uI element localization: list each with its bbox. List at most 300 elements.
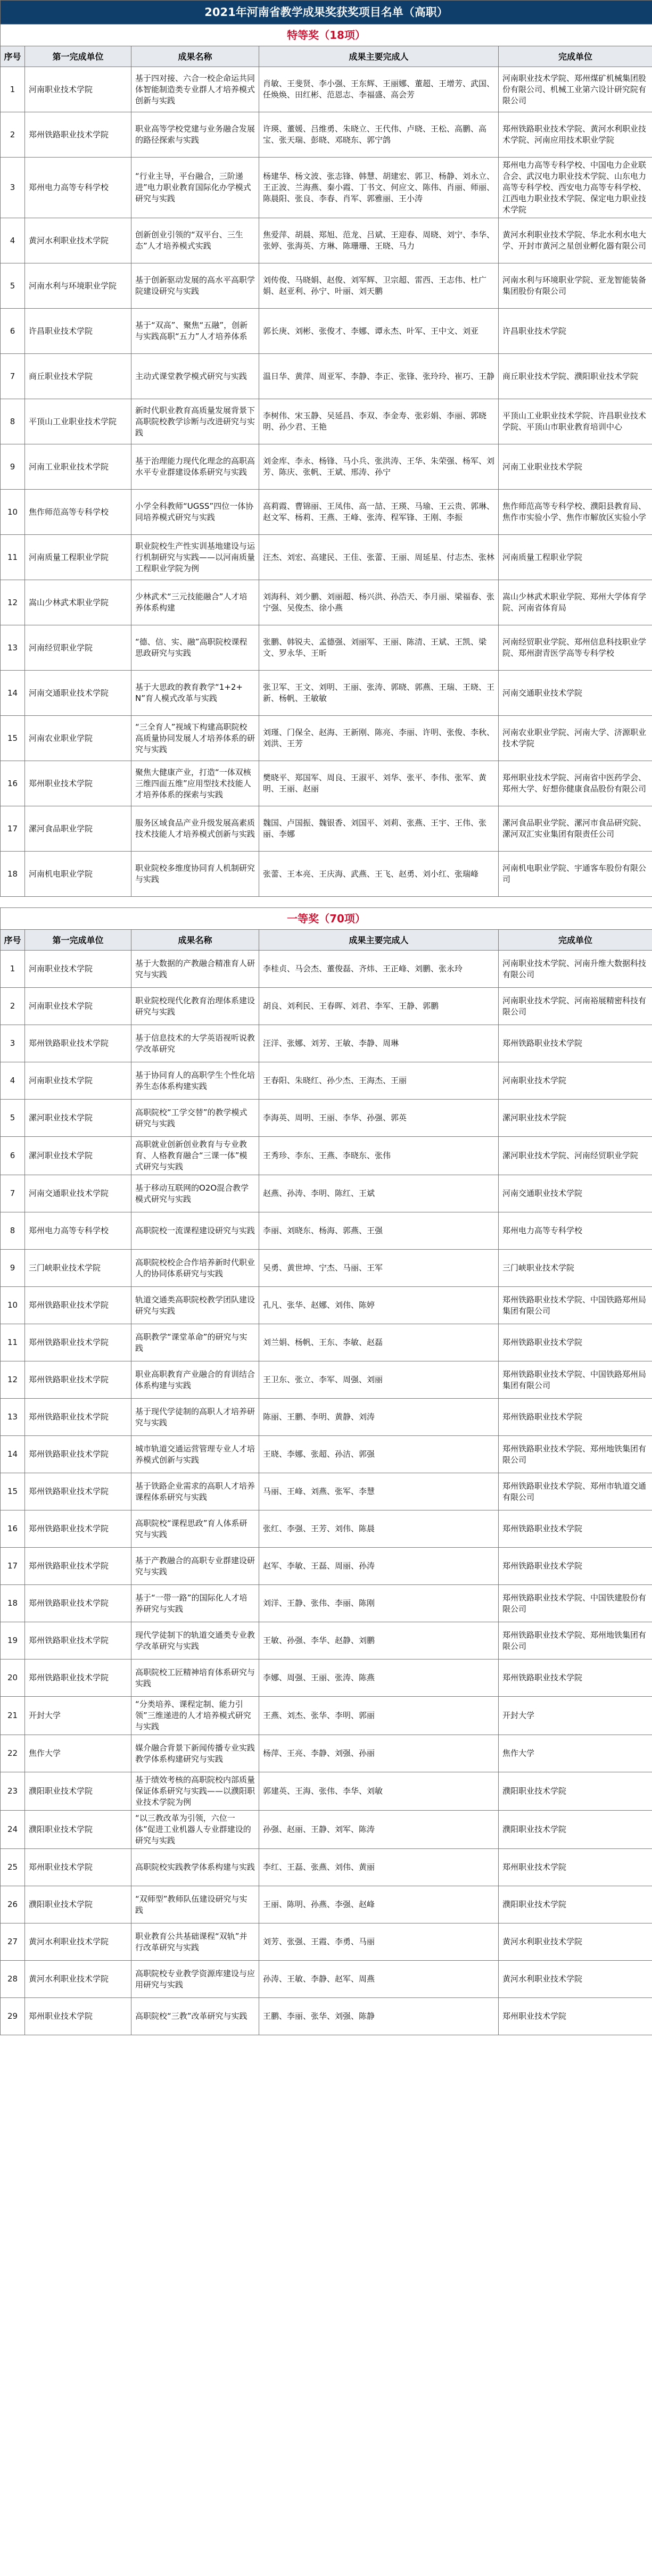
completing-units-cell: 商丘职业技术学院、濮阳职业技术学院 [499, 354, 652, 399]
first-unit-cell: 许昌职业技术学院 [25, 309, 131, 354]
achievement-name-cell: 基于移动互联网的O2O混合教学模式研究与实践 [131, 1175, 259, 1212]
row-number: 13 [1, 625, 25, 671]
column-header: 成果主要完成人 [259, 930, 499, 951]
achievement-name-cell: 职业教育公共基础课程“双轨”并行改革研究与实践 [131, 1923, 259, 1961]
first-unit-cell: 濮阳职业技术学院 [25, 1811, 131, 1849]
first-unit-cell: 郑州电力高等专科学校 [25, 158, 131, 218]
first-unit-cell: 三门峡职业技术学院 [25, 1250, 131, 1287]
column-header: 完成单位 [499, 46, 652, 67]
first-unit-cell: 郑州电力高等专科学校 [25, 1212, 131, 1250]
table-row [1, 158, 652, 218]
completing-units-cell: 许昌职业技术学院 [499, 309, 652, 354]
main-contributors-cell: 赵燕、孙涛、李明、陈红、王斌 [259, 1175, 499, 1212]
row-number: 5 [1, 1100, 25, 1137]
section-spacer [1, 897, 652, 908]
table-row [1, 1585, 652, 1622]
achievement-name-cell: 高职院校工匠精神培育体系研究与实践 [131, 1659, 259, 1697]
main-contributors-cell: 张蕾、王本亮、王庆海、武燕、王飞、赵勇、刘小红、张瑞峰 [259, 852, 499, 897]
table-row [1, 1436, 652, 1473]
column-header-row [1, 46, 652, 67]
completing-units-cell: 郑州铁路职业技术学院、中国铁路郑州局集团有限公司 [499, 1287, 652, 1324]
main-contributors-cell: 汪杰、刘宏、高建民、王佳、张蕾、王丽、周延星、付志杰、张林 [259, 535, 499, 580]
achievement-name-cell: 聚焦大健康产业，打造“一体双核三维四面五维”应用型技术技能人才培养体系的探索与实践 [131, 761, 259, 806]
achievement-name-cell: 媒介融合背景下新闻传播专业实践教学体系构建研究与实践 [131, 1735, 259, 1772]
column-header: 序号 [1, 930, 25, 951]
main-contributors-cell: 刘瑾、门保全、赵海、王新刚、陈亮、李丽、许明、张俊、李秋、刘洪、王芳 [259, 716, 499, 761]
completing-units-cell: 河南交通职业技术学院 [499, 1175, 652, 1212]
achievement-name-cell: 基于大思政的教育教学“1+2+N”育人模式改革与实践 [131, 671, 259, 716]
table-row [1, 354, 652, 399]
achievement-name-cell: 高职院校“三教”改革研究与实践 [131, 1998, 259, 2035]
first-unit-cell: 郑州铁路职业技术学院 [25, 112, 131, 158]
table-row [1, 625, 652, 671]
achievement-name-cell: 少林武术“三元技能融合”人才培养体系构建 [131, 580, 259, 625]
main-contributors-cell: 杨建华、杨文波、张志锋、韩慧、胡建宏、郭卫、杨静、刘永立、王正波、兰海燕、秦小霞、丁书文、何应文、陈伟、肖丽、师丽、陈晨阳、张良、李春、肖军、郭雅丽、王小涛 [259, 158, 499, 218]
completing-units-cell: 濮阳职业技术学院 [499, 1886, 652, 1923]
first-unit-cell: 郑州铁路职业技术学院 [25, 1399, 131, 1436]
table-row [1, 716, 652, 761]
first-unit-cell: 郑州铁路职业技术学院 [25, 1548, 131, 1585]
first-unit-cell: 濮阳职业技术学院 [25, 1886, 131, 1923]
row-number: 4 [1, 1062, 25, 1100]
achievement-name-cell: 高职院校“课程思政”育人体系研究与实践 [131, 1510, 259, 1548]
completing-units-cell: 河南农业职业学院、河南大学、济源职业技术学院 [499, 716, 652, 761]
completing-units-cell: 河南工业职业技术学院 [499, 444, 652, 490]
table-row [1, 67, 652, 112]
completing-units-cell: 郑州职业技术学院 [499, 1998, 652, 2035]
achievement-name-cell: 高职院校一流课程建设研究与实践 [131, 1212, 259, 1250]
table-row [1, 263, 652, 309]
row-number: 26 [1, 1886, 25, 1923]
table-row [1, 988, 652, 1025]
achievement-name-cell: 高职院校专业教学资源库建设与应用研究与实践 [131, 1961, 259, 1998]
row-number: 2 [1, 112, 25, 158]
main-contributors-cell: 李树伟、宋玉静、吴延昌、李双、李金寿、张彩娟、李丽、郭晓明、孙少君、王艳 [259, 399, 499, 444]
table-row [1, 1137, 652, 1175]
row-number: 17 [1, 806, 25, 852]
first-unit-cell: 河南水利与环境职业学院 [25, 263, 131, 309]
first-unit-cell: 郑州铁路职业技术学院 [25, 1659, 131, 1697]
completing-units-cell: 黄河水利职业技术学院 [499, 1961, 652, 1998]
row-number: 3 [1, 1025, 25, 1062]
completing-units-cell: 郑州铁路职业技术学院 [499, 1324, 652, 1361]
row-number: 9 [1, 1250, 25, 1287]
column-header: 序号 [1, 46, 25, 67]
completing-units-cell: 郑州铁路职业技术学院 [499, 1659, 652, 1697]
first-unit-cell: 黄河水利职业技术学院 [25, 1961, 131, 1998]
first-unit-cell: 黄河水利职业技术学院 [25, 218, 131, 263]
achievement-name-cell: 基于协同育人的高职学生个性化培养生态体系构建实践 [131, 1062, 259, 1100]
main-contributors-cell: 孙涛、王敏、李静、赵军、周燕 [259, 1961, 499, 1998]
row-number: 2 [1, 988, 25, 1025]
row-number: 8 [1, 1212, 25, 1250]
achievement-name-cell: 小学全科教师“UGSS”四位一体协同培养模式研究与实践 [131, 490, 259, 535]
completing-units-cell: 郑州铁路职业技术学院 [499, 1548, 652, 1585]
table-row [1, 1324, 652, 1361]
section-heading: 特等奖（18项） [1, 24, 652, 46]
table-row [1, 1399, 652, 1436]
first-unit-cell: 河南职业技术学院 [25, 951, 131, 988]
table-row [1, 1250, 652, 1287]
table-row [1, 444, 652, 490]
main-contributors-cell: 张卫军、王文、刘明、王丽、张涛、郭晓、郭燕、王瑞、王晓、王新、杨帆、王敏敏 [259, 671, 499, 716]
main-contributors-cell: 肖敏、王斐贤、李小强、王东辉、王丽娜、董超、王增芳、武国、任焕焕、田红彬、范恩志、李福盛、高会芳 [259, 67, 499, 112]
first-unit-cell: 郑州职业技术学院 [25, 761, 131, 806]
achievement-name-cell: 基于信息技术的大学英语视听说教学改革研究 [131, 1025, 259, 1062]
main-contributors-cell: 张红、李强、王芳、刘伟、陈晨 [259, 1510, 499, 1548]
main-contributors-cell: 王卫东、张立、李军、周强、刘丽 [259, 1361, 499, 1399]
first-unit-cell: 郑州职业技术学院 [25, 1998, 131, 2035]
first-unit-cell: 郑州职业技术学院 [25, 1849, 131, 1886]
award-table-body [1, 1, 652, 2035]
completing-units-cell: 郑州职业技术学院 [499, 1849, 652, 1886]
main-contributors-cell: 温日华、黄萍、周亚军、李静、李正、张锋、张玲玲、崔巧、王静 [259, 354, 499, 399]
completing-units-cell: 郑州铁路职业技术学院 [499, 1025, 652, 1062]
section-heading: 一等奖（70项） [1, 908, 652, 930]
table-row [1, 1886, 652, 1923]
table-row [1, 1212, 652, 1250]
main-contributors-cell: 刘海科、刘少鹏、刘丽超、杨兴洪、孙浩天、李月丽、梁福春、张宁强、吴俊杰、徐小燕 [259, 580, 499, 625]
column-header: 第一完成单位 [25, 930, 131, 951]
completing-units-cell: 三门峡职业技术学院 [499, 1250, 652, 1287]
completing-units-cell: 郑州铁路职业技术学院、中国铁建股份有限公司 [499, 1585, 652, 1622]
first-unit-cell: 平顶山工业职业技术学院 [25, 399, 131, 444]
row-number: 3 [1, 158, 25, 218]
completing-units-cell: 郑州铁路职业技术学院、郑州地铁集团有限公司 [499, 1622, 652, 1659]
completing-units-cell: 郑州铁路职业技术学院 [499, 1399, 652, 1436]
row-number: 27 [1, 1923, 25, 1961]
achievement-name-cell: 基于四对接、六合一校企命运共同体智能制造类专业群人才培养模式创新与实践 [131, 67, 259, 112]
title-row [1, 1, 652, 24]
achievement-name-cell: 基于创新驱动发展的高水平高职学院建设研究与实践 [131, 263, 259, 309]
completing-units-cell: 漯河食品职业学院、漯河市食品研究院、漯河双汇实业集团有限责任公司 [499, 806, 652, 852]
main-contributors-cell: 刘洋、王静、张伟、李丽、陈刚 [259, 1585, 499, 1622]
row-number: 10 [1, 1287, 25, 1324]
table-row [1, 1175, 652, 1212]
completing-units-cell: 河南职业技术学院、河南裕展精密科技有限公司 [499, 988, 652, 1025]
first-unit-cell: 漯河职业技术学院 [25, 1100, 131, 1137]
achievement-name-cell: 基于“双高”、聚焦“五融”，创新与实践高职“五力”人才培养体系 [131, 309, 259, 354]
achievement-name-cell: 现代学徒制下的轨道交通类专业教学改革研究与实践 [131, 1622, 259, 1659]
main-contributors-cell: 孔凡、张华、赵娜、刘伟、陈婷 [259, 1287, 499, 1324]
row-number: 12 [1, 1361, 25, 1399]
achievement-name-cell: 高职院校“工学交替”的教学模式研究与实践 [131, 1100, 259, 1137]
table-row [1, 1025, 652, 1062]
section-heading-row [1, 24, 652, 46]
first-unit-cell: 河南职业技术学院 [25, 67, 131, 112]
row-number: 17 [1, 1548, 25, 1585]
row-number: 19 [1, 1622, 25, 1659]
first-unit-cell: 河南质量工程职业学院 [25, 535, 131, 580]
section-heading-row [1, 908, 652, 930]
achievement-name-cell: 基于铁路企业需求的高职人才培养课程体系研究与实践 [131, 1473, 259, 1510]
column-header: 第一完成单位 [25, 46, 131, 67]
main-contributors-cell: 刘传俊、马晓娟、赵俊、刘军辉、卫宗超、雷西、王志伟、杜广娟、赵亚利、孙宁、叶丽、刘天鹏 [259, 263, 499, 309]
completing-units-cell: 郑州电力高等专科学校 [499, 1212, 652, 1250]
first-unit-cell: 河南农业职业学院 [25, 716, 131, 761]
achievement-name-cell: 职业高职教育产业融合的育训结合体系构建与实践 [131, 1361, 259, 1399]
completing-units-cell: 河南质量工程职业学院 [499, 535, 652, 580]
column-header-row [1, 930, 652, 951]
row-number: 7 [1, 1175, 25, 1212]
main-contributors-cell: 郭建英、王海、张伟、李华、刘敏 [259, 1772, 499, 1811]
first-unit-cell: 郑州铁路职业技术学院 [25, 1473, 131, 1510]
achievement-name-cell: “行业主导，平台融合，三阶递进”电力职业教育国际化办学模式研究与实践 [131, 158, 259, 218]
table-row [1, 761, 652, 806]
row-number: 22 [1, 1735, 25, 1772]
first-unit-cell: 河南机电职业学院 [25, 852, 131, 897]
table-row [1, 1062, 652, 1100]
completing-units-cell: 河南职业技术学院 [499, 1062, 652, 1100]
first-unit-cell: 郑州铁路职业技术学院 [25, 1622, 131, 1659]
table-row [1, 671, 652, 716]
main-contributors-cell: 张鹏、韩锐夫、孟德强、刘丽军、王丽、陈清、王斌、王凯、梁文、罗永华、王昕 [259, 625, 499, 671]
achievement-name-cell: 城市轨道交通运营管理专业人才培养模式创新与实践 [131, 1436, 259, 1473]
completing-units-cell: 郑州铁路职业技术学院、郑州市轨道交通有限公司 [499, 1473, 652, 1510]
first-unit-cell: 郑州铁路职业技术学院 [25, 1510, 131, 1548]
achievement-name-cell: “分类培养、课程定制、能力引领”三维递进的人才培养模式研究与实践 [131, 1697, 259, 1735]
achievement-name-cell: “德、信、实、融”高职院校课程思政研究与实践 [131, 625, 259, 671]
achievement-name-cell: 基于现代学徒制的高职人才培养研究与实践 [131, 1399, 259, 1436]
achievement-name-cell: 轨道交通类高职院校教学团队建设研究与实践 [131, 1287, 259, 1324]
main-contributors-cell: 马丽、王峰、刘燕、张军、李慧 [259, 1473, 499, 1510]
achievement-name-cell: 服务区域食品产业升级发展高素质技术技能人才培养模式创新与实践 [131, 806, 259, 852]
column-header: 完成单位 [499, 930, 652, 951]
completing-units-cell: 焦作师范高等专科学校、濮阳县教育局、焦作市实验小学、焦作市解放区实验小学 [499, 490, 652, 535]
main-contributors-cell: 郭长庚、刘彬、张俊才、李娜、谭永杰、叶军、王中文、刘亚 [259, 309, 499, 354]
main-contributors-cell: 吴勇、黄世坤、宁杰、马丽、王军 [259, 1250, 499, 1287]
row-number: 16 [1, 1510, 25, 1548]
row-number: 15 [1, 1473, 25, 1510]
main-contributors-cell: 高莉霞、曹锦丽、王凤伟、高一喆、王瑛、马瑜、王云贵、郭琳、赵文军、杨莉、王燕、王峰、张涛、程军锋、王刚、李振 [259, 490, 499, 535]
first-unit-cell: 郑州铁路职业技术学院 [25, 1585, 131, 1622]
table-row [1, 490, 652, 535]
table-row [1, 399, 652, 444]
first-unit-cell: 开封大学 [25, 1697, 131, 1735]
achievement-name-cell: “双师型”教师队伍建设研究与实践 [131, 1886, 259, 1923]
achievement-name-cell: 职业院校多维度协同育人机制研究与实践 [131, 852, 259, 897]
row-number: 28 [1, 1961, 25, 1998]
completing-units-cell: 嵩山少林武术职业学院、郑州大学体育学院、河南省体育局 [499, 580, 652, 625]
first-unit-cell: 郑州铁路职业技术学院 [25, 1025, 131, 1062]
main-contributors-cell: 王秀珍、李东、王燕、李晓东、张伟 [259, 1137, 499, 1175]
table-row [1, 1287, 652, 1324]
table-row [1, 951, 652, 988]
first-unit-cell: 郑州铁路职业技术学院 [25, 1436, 131, 1473]
row-number: 5 [1, 263, 25, 309]
completing-units-cell: 焦作大学 [499, 1735, 652, 1772]
main-contributors-cell: 王鹏、李丽、张华、刘强、陈静 [259, 1998, 499, 2035]
achievement-name-cell: 基于大数据的产教融合精准育人研究与实践 [131, 951, 259, 988]
row-number: 25 [1, 1849, 25, 1886]
first-unit-cell: 郑州铁路职业技术学院 [25, 1287, 131, 1324]
first-unit-cell: 郑州铁路职业技术学院 [25, 1324, 131, 1361]
table-row [1, 852, 652, 897]
completing-units-cell: 濮阳职业技术学院 [499, 1772, 652, 1811]
completing-units-cell: 漯河职业技术学院、河南经贸职业学院 [499, 1137, 652, 1175]
main-contributors-cell: 许瑛、董媛、吕维勇、朱晓立、王代伟、卢晓、王松、高鹏、高宝、张天瑞、彭晓、邓晓东、郭宁鸽 [259, 112, 499, 158]
main-contributors-cell: 汪洋、张娜、刘芳、王敏、李静、周琳 [259, 1025, 499, 1062]
completing-units-cell: 黄河水利职业技术学院 [499, 1923, 652, 1961]
row-number: 21 [1, 1697, 25, 1735]
table-row [1, 1849, 652, 1886]
first-unit-cell: 河南工业职业技术学院 [25, 444, 131, 490]
main-contributors-cell: 李丽、刘晓东、杨海、郭燕、王强 [259, 1212, 499, 1250]
table-row [1, 1772, 652, 1811]
first-unit-cell: 河南经贸职业学院 [25, 625, 131, 671]
completing-units-cell: 河南交通职业技术学院 [499, 671, 652, 716]
table-row [1, 1622, 652, 1659]
first-unit-cell: 黄河水利职业技术学院 [25, 1923, 131, 1961]
completing-units-cell: 郑州职业技术学院、河南省中医药学会、郑州大学、好想你健康食品股份有限公司 [499, 761, 652, 806]
column-header: 成果名称 [131, 46, 259, 67]
table-row [1, 1961, 652, 1998]
table-row [1, 580, 652, 625]
row-number: 12 [1, 580, 25, 625]
row-number: 10 [1, 490, 25, 535]
main-contributors-cell: 赵军、李敏、王磊、周丽、孙涛 [259, 1548, 499, 1585]
completing-units-cell: 河南机电职业学院、宇通客车股份有限公司 [499, 852, 652, 897]
completing-units-cell: 河南职业技术学院、郑州煤矿机械集团股份有限公司、机械工业第六设计研究院有限公司 [499, 67, 652, 112]
main-contributors-cell: 杨萍、王亮、李静、刘强、孙丽 [259, 1735, 499, 1772]
first-unit-cell: 郑州铁路职业技术学院 [25, 1361, 131, 1399]
table-row [1, 1473, 652, 1510]
achievement-name-cell: 基于治理能力现代化理念的高职高水平专业群建设体系研究与实践 [131, 444, 259, 490]
row-number: 11 [1, 535, 25, 580]
table-row [1, 112, 652, 158]
table-row [1, 1923, 652, 1961]
completing-units-cell: 平顶山工业职业技术学院、许昌职业技术学院、平顶山市职业教育培训中心 [499, 399, 652, 444]
row-number: 6 [1, 309, 25, 354]
row-number: 18 [1, 852, 25, 897]
row-number: 20 [1, 1659, 25, 1697]
page-title: 2021年河南省教学成果奖获奖项目名单（高职） [1, 1, 652, 24]
main-contributors-cell: 李海英、周明、王丽、李华、孙强、郭英 [259, 1100, 499, 1137]
first-unit-cell: 河南交通职业技术学院 [25, 671, 131, 716]
achievement-name-cell: “以三教改革为引领，六位一体”促进工业机器人专业群建设的研究与实践 [131, 1811, 259, 1849]
main-contributors-cell: 王春阳、朱晓红、孙少杰、王海杰、王丽 [259, 1062, 499, 1100]
achievement-name-cell: 基于“一带一路”的国际化人才培养研究与实践 [131, 1585, 259, 1622]
achievement-name-cell: 基于产教融合的高职专业群建设研究与实践 [131, 1548, 259, 1585]
completing-units-cell: 郑州铁路职业技术学院 [499, 1510, 652, 1548]
first-unit-cell: 濮阳职业技术学院 [25, 1772, 131, 1811]
achievement-name-cell: 主动式课堂教学模式研究与实践 [131, 354, 259, 399]
first-unit-cell: 漯河食品职业学院 [25, 806, 131, 852]
row-number: 15 [1, 716, 25, 761]
first-unit-cell: 河南交通职业技术学院 [25, 1175, 131, 1212]
main-contributors-cell: 李红、王磊、张燕、刘伟、黄丽 [259, 1849, 499, 1886]
first-unit-cell: 商丘职业技术学院 [25, 354, 131, 399]
table-row [1, 1659, 652, 1697]
completing-units-cell: 开封大学 [499, 1697, 652, 1735]
table-row [1, 1735, 652, 1772]
table-row [1, 1548, 652, 1585]
main-contributors-cell: 陈丽、王鹏、李明、黄静、刘涛 [259, 1399, 499, 1436]
main-contributors-cell: 刘兰娟、杨帆、王东、李敏、赵磊 [259, 1324, 499, 1361]
table-row [1, 309, 652, 354]
row-number: 14 [1, 671, 25, 716]
first-unit-cell: 焦作师范高等专科学校 [25, 490, 131, 535]
row-number: 8 [1, 399, 25, 444]
achievement-name-cell: 高职院校实践教学体系构建与实践 [131, 1849, 259, 1886]
main-contributors-cell: 王敏、孙强、李华、赵静、刘鹏 [259, 1622, 499, 1659]
row-number: 16 [1, 761, 25, 806]
completing-units-cell: 郑州铁路职业技术学院、中国铁路郑州局集团有限公司 [499, 1361, 652, 1399]
main-contributors-cell: 王丽、陈明、孙燕、李强、赵峰 [259, 1886, 499, 1923]
row-number: 13 [1, 1399, 25, 1436]
table-row [1, 1510, 652, 1548]
table-row [1, 1100, 652, 1137]
achievement-name-cell: 创新创业引领的“双平台、三生态”人才培养模式实践 [131, 218, 259, 263]
completing-units-cell: 河南水利与环境职业学院、亚龙智能装备集团股份有限公司 [499, 263, 652, 309]
achievement-name-cell: 高职教学“课堂革命”的研究与实践 [131, 1324, 259, 1361]
first-unit-cell: 河南职业技术学院 [25, 988, 131, 1025]
completing-units-cell: 郑州铁路职业技术学院、黄河水利职业技术学院、河南应用技术职业学院 [499, 112, 652, 158]
row-number: 9 [1, 444, 25, 490]
row-number: 1 [1, 951, 25, 988]
table-row [1, 218, 652, 263]
main-contributors-cell: 王晓、李娜、张超、孙洁、郭强 [259, 1436, 499, 1473]
completing-units-cell: 黄河水利职业技术学院、华北水利水电大学、开封市黄河之星创业孵化器有限公司 [499, 218, 652, 263]
main-contributors-cell: 胡良、刘利民、王春晖、刘君、李军、王静、郭鹏 [259, 988, 499, 1025]
row-number: 11 [1, 1324, 25, 1361]
row-number: 23 [1, 1772, 25, 1811]
row-number: 7 [1, 354, 25, 399]
main-contributors-cell: 王燕、刘杰、张华、李明、郭丽 [259, 1697, 499, 1735]
achievement-name-cell: 职业院校现代化教育治理体系建设研究与实践 [131, 988, 259, 1025]
main-contributors-cell: 刘芳、张强、王霞、李勇、马丽 [259, 1923, 499, 1961]
main-contributors-cell: 焦爱萍、胡晨、郑旭、范龙、吕斌、王迎春、周晓、刘宁、李华、张婷、张海英、方琳、陈珊珊、王晓、马力 [259, 218, 499, 263]
table-row [1, 1998, 652, 2035]
row-number: 18 [1, 1585, 25, 1622]
completing-units-cell: 郑州电力高等专科学校、中国电力企业联合会、武汉电力职业技术学院、山东电力高等专科学校、西安电力高等专科学校、江西电力职业技术学院、保定电力职业技术学院 [499, 158, 652, 218]
main-contributors-cell: 李娜、周强、王丽、张涛、陈燕 [259, 1659, 499, 1697]
table-row [1, 1811, 652, 1849]
main-contributors-cell: 樊晓平、郑国军、周良、王淑平、刘华、张平、李伟、张军、黄明、王丽、赵丽 [259, 761, 499, 806]
first-unit-cell: 嵩山少林武术职业学院 [25, 580, 131, 625]
completing-units-cell: 河南职业技术学院、河南升维大数据科技有限公司 [499, 951, 652, 988]
achievement-name-cell: 职业高等学校党建与业务融合发展的路径探索与实践 [131, 112, 259, 158]
row-number: 24 [1, 1811, 25, 1849]
achievement-name-cell: 高职就业创新创业教育与专业教育、人格教育融合“三课一体”模式研究与实践 [131, 1137, 259, 1175]
main-contributors-cell: 李桂贞、马会杰、董俊磊、齐炜、王正峰、刘鹏、张永玲 [259, 951, 499, 988]
main-contributors-cell: 魏国、卢国振、魏银香、刘国平、刘莉、张燕、王宇、王伟、张丽、李娜 [259, 806, 499, 852]
first-unit-cell: 漯河职业技术学院 [25, 1137, 131, 1175]
row-number: 14 [1, 1436, 25, 1473]
row-number: 6 [1, 1137, 25, 1175]
column-header: 成果名称 [131, 930, 259, 951]
row-number: 4 [1, 218, 25, 263]
first-unit-cell: 焦作大学 [25, 1735, 131, 1772]
completing-units-cell: 郑州铁路职业技术学院、郑州地铁集团有限公司 [499, 1436, 652, 1473]
column-header: 成果主要完成人 [259, 46, 499, 67]
achievement-name-cell: 基于绩效考核的高职院校内部质量保证体系研究与实践——以濮阳职业技术学院为例 [131, 1772, 259, 1811]
completing-units-cell: 濮阳职业技术学院 [499, 1811, 652, 1849]
achievement-name-cell: 新时代职业教育高质量发展背景下高职院校教学诊断与改进研究与实践 [131, 399, 259, 444]
row-number: 1 [1, 67, 25, 112]
achievement-name-cell: 职业院校生产性实训基地建设与运行机制研究与实践——以河南质量工程职业学院为例 [131, 535, 259, 580]
row-number: 29 [1, 1998, 25, 2035]
completing-units-cell: 漯河职业技术学院 [499, 1100, 652, 1137]
main-contributors-cell: 孙强、赵丽、王静、刘军、陈涛 [259, 1811, 499, 1849]
first-unit-cell: 河南职业技术学院 [25, 1062, 131, 1100]
table-row [1, 1361, 652, 1399]
spacer-cell [1, 897, 652, 908]
achievement-name-cell: “三全育人”视域下构建高职院校高质量协同发展人才培养体系的研究与实践 [131, 716, 259, 761]
table-row [1, 1697, 652, 1735]
main-contributors-cell: 刘金库、李永、杨锋、马小兵、张洪涛、王华、朱荣强、杨军、刘芳、陈庆、张帆、王斌、邢涛、孙宁 [259, 444, 499, 490]
table-row [1, 535, 652, 580]
